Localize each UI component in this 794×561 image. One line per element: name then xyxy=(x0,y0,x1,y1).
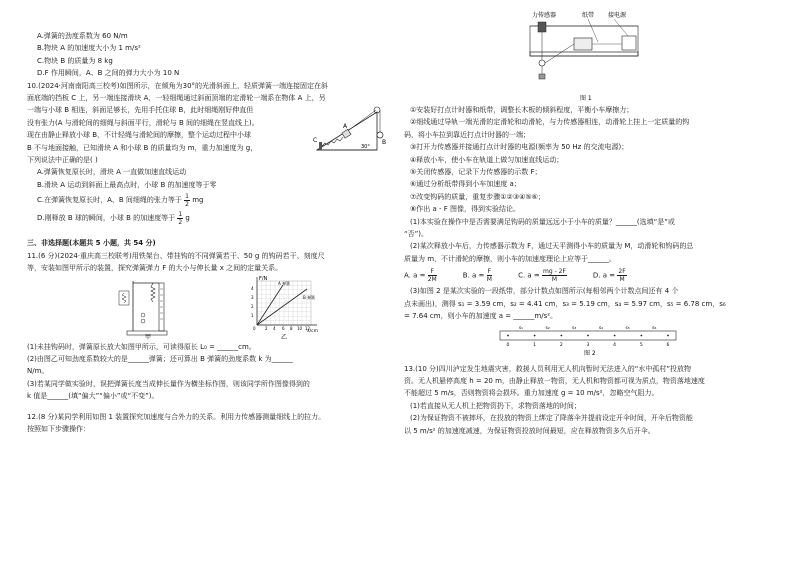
x-tick: 12 xyxy=(305,325,311,331)
fraction-num: 1 xyxy=(178,210,183,218)
tape-point xyxy=(560,334,562,336)
x-tick: 6 xyxy=(282,325,285,331)
fraction-den: 2M xyxy=(427,275,437,283)
tape-point xyxy=(640,334,642,336)
interval-label: s₁ xyxy=(518,325,523,331)
q10-line: 一端与小球 B 相连，斜面足够长，先用手托住球 B，此时细绳刚好伸直但 xyxy=(27,106,254,115)
q10-option-a: A.弹簧恢复原长时，滑块 A 一直做加速直线运动 xyxy=(37,168,187,177)
interval-label: s₄ xyxy=(598,325,603,331)
tape-point xyxy=(507,334,509,336)
q10-line: 没有张力(A 与滑轮间的细绳与斜面平行，滑轮与 B 间的细绳在竖直线上)。 xyxy=(27,118,259,127)
step: ⑥通过分析纸带得到小车加速度 a； xyxy=(410,180,521,189)
fraction-den: 2 xyxy=(185,200,189,208)
option-label: A. a = xyxy=(404,271,426,280)
option-b xyxy=(463,268,492,283)
track xyxy=(530,52,638,56)
x-tick: 10 xyxy=(297,325,303,331)
fraction-den: 2 xyxy=(178,218,183,226)
y-axis-label: F/N xyxy=(259,275,268,282)
tape-point-label: 4 xyxy=(613,342,617,348)
step: ③打开力传感器并接通打点计时器的电源(频率为 50 Hz 的交流电源)； xyxy=(410,143,629,152)
x-tick: 4 xyxy=(273,325,276,331)
fraction-num: F xyxy=(487,267,492,275)
stopper-c xyxy=(319,142,322,150)
line-b xyxy=(257,289,307,325)
option-label: B. a = xyxy=(462,271,485,280)
force-extension-graph xyxy=(245,275,327,341)
q12-intro: 12.(8 分)某同学利用如图 1 装置探究加速度与合外力的关系。利用力传感器测量细线上的拉力。 xyxy=(27,412,326,421)
pulley-icon xyxy=(539,60,545,66)
step: ⑧作出 a - F 图像，得到实验结论。 xyxy=(410,205,521,214)
q10-option-c-unit: mg xyxy=(192,196,204,205)
q11-line: 11.(6 分)(2024·重庆高三校联考)用铁架台、带挂钩的不同弹簧若干、50 g 的钩码若干、刻度尺 xyxy=(27,251,325,260)
q11-line: 等，安装如图甲所示的装置，探究弹簧弹力 F 的大小与伸长量 x 之间的定量关系。 xyxy=(27,264,283,273)
y-tick: 1 xyxy=(251,312,254,318)
label-jia: 甲 xyxy=(145,333,152,341)
q10-option-d xyxy=(27,209,384,227)
option-label: C. a = xyxy=(518,271,540,280)
figure-1-caption: 图 1 xyxy=(580,95,592,102)
apparatus-figure-1 xyxy=(404,8,764,104)
angle-label: 30° xyxy=(361,143,370,150)
step: ⑤关闭传感器，记录下力传感器的示数 F； xyxy=(410,168,542,177)
q13-line: 不能超过 5 m/s，否则物资将会损坏。重力加速度 g = 10 m/s²，忽略空气阻力。 xyxy=(404,389,659,398)
label-b: B xyxy=(382,138,387,146)
tape-point xyxy=(614,334,616,336)
right-column xyxy=(404,8,764,437)
q11-part-3: (3)若某同学做实验时，误把弹簧长度当成伸长量作为横坐标作图，则该同学所作图像得到的 xyxy=(27,379,310,388)
fraction-den: M xyxy=(619,275,625,283)
paper-tape-figure-2 xyxy=(404,323,764,357)
fraction-num: mg - 2F xyxy=(543,267,566,275)
x-axis-label: x/cm xyxy=(307,328,319,334)
option-c xyxy=(518,268,567,283)
q12-part-3-cont: 点未画出)，测得 s₁ = 3.59 cm，s₂ = 4.41 cm，s₃ = 5.19 cm，s₄ = 5.97 cm，s₅ = 6.78 cm，s₆ xyxy=(404,299,726,308)
interval-label: s₅ xyxy=(625,325,630,331)
y-tick: 4 xyxy=(251,285,254,291)
q9-option-d: D.F 作用瞬间，A、B 之间的弹力大小为 10 N xyxy=(37,69,180,78)
q10-option-d-text: D.刚释放 B 球的瞬间，小球 B 的加速度等于 xyxy=(37,214,176,223)
y-tick: 2 xyxy=(251,303,254,309)
q13-line: 资。无人机悬停高度 h = 20 m，由静止释放一物资，无人机和物资都可视为质点，物资落地速度 xyxy=(404,376,705,385)
q12-part-1: (1)本实验在操作中是否需要满足钩码的质量远远小于小车的质量？______(选填“是”或 xyxy=(410,217,675,226)
tape-point-label: 1 xyxy=(533,342,537,348)
q11-part-2: (2)由图乙可知劲度系数较大的是______弹簧；还可算出 B 弹簧的劲度系数 k 为______ xyxy=(27,354,293,363)
q10-option-d-unit: g xyxy=(185,214,190,223)
q12-intro-cont: 按照如下步骤操作： xyxy=(27,424,90,433)
fraction xyxy=(617,268,626,283)
q11-part-2-cont: N/m。 xyxy=(27,367,49,376)
label-c: C xyxy=(313,136,318,144)
figure-2-caption: 图 2 xyxy=(584,349,596,357)
ball-b xyxy=(377,132,383,138)
line-a-label: A 弹簧 xyxy=(278,280,291,286)
step-cont: 码，将小车拉到靠近打点计时器的一端； xyxy=(404,130,530,139)
fraction xyxy=(177,211,183,226)
label-sensor: 力传感器 xyxy=(532,12,557,19)
q10-line: 10.(2024·河南南阳高三校考)如图所示，在倾角为30°的光滑斜面上，轻质弹簧一端连接固定在斜 xyxy=(27,81,329,90)
x-tick: 2 xyxy=(265,325,268,331)
tape-point xyxy=(534,334,536,336)
spring xyxy=(151,283,155,302)
sensor-icon xyxy=(538,22,546,32)
q12-part-3: (3)如图 2 是某次实验的一段纸带，部分计数点如图所示(每相邻两个计数点间还有 4 个 xyxy=(410,287,679,296)
q11-part-3-cont: k 值是______(填“偏大”“偏小”或“不变”)。 xyxy=(27,392,159,401)
q12-options xyxy=(404,265,764,285)
q10-line: 现在由静止释放小球 B，不计轻绳与滑轮间的摩擦，整个运动过程中小球 xyxy=(27,131,252,140)
q12-part-3-cont: = 7.64 cm，则小车的加速度 a = ______m/s²。 xyxy=(404,312,558,321)
q10-line: B 不与地面接触，已知滑块 A 和小球 B 的质量均为 m，重力加速度为 g， xyxy=(27,143,258,152)
q10-option-b: B.滑块 A 运动到斜面上最高点时，小球 B 的加速度等于零 xyxy=(37,180,217,189)
tape-point-label: 2 xyxy=(559,342,563,348)
grid xyxy=(257,281,311,325)
q9-option-b: B.物块 A 的加速度大小为 1 m/s² xyxy=(37,44,141,53)
spring-stand-figure xyxy=(119,275,199,339)
q11-part-1: (1)未挂钩码时，弹簧原长放大如图甲所示，可读得原长 L₀ = ______cm。 xyxy=(27,342,256,351)
incline-figure xyxy=(313,98,385,156)
tape-point xyxy=(667,334,669,336)
q13-part-1: (1)若直接从无人机上把物资扔下，求物资落地的时间； xyxy=(410,401,581,410)
block-a xyxy=(342,129,351,138)
q13-part-2: (2)为保证物资不被摔坏，在投放的物资上绑定了降落伞并提前设定开伞时间，开伞后物资能 xyxy=(410,414,693,423)
question-10 xyxy=(27,80,387,167)
fraction xyxy=(184,193,190,208)
tape-point-label: 3 xyxy=(586,342,590,348)
q9-option-c: C.物块 B 的质量为 8 kg xyxy=(37,56,113,65)
tape-point-label: 5 xyxy=(639,342,643,348)
option-a xyxy=(404,268,437,283)
label-tape: 纸带 xyxy=(582,12,595,19)
tape-point-label: 6 xyxy=(666,342,670,348)
label-timer: 接电源 xyxy=(608,12,627,19)
q12-part-2-cont: 质量为 m，不计滑轮的摩擦，则小车的加速度理论上应等于______。 xyxy=(404,254,617,263)
line-a xyxy=(257,285,283,325)
fraction xyxy=(542,268,567,283)
fraction-den: M xyxy=(551,275,558,283)
cart xyxy=(574,38,592,50)
y-tick: 0 xyxy=(253,325,256,331)
step: ②细线通过导轨一端光滑的定滑轮和动滑轮，与力传感器相连，动滑轮上挂上一定质量的钩 xyxy=(410,118,690,127)
q10-line: 面底端的挡板 C 上，另一端连接滑块 A，一轻细绳通过斜面顶端的定滑轮一端系在物体 A 上，另 xyxy=(27,94,326,103)
q12-part-1-cont: “否”)。 xyxy=(404,230,428,239)
x-tick: 8 xyxy=(290,325,293,331)
weight-icon xyxy=(539,74,545,79)
timer-icon xyxy=(622,36,636,50)
q9-option-a: A.弹簧的劲度系数为 60 N/m xyxy=(37,32,128,40)
tape-point xyxy=(587,334,589,336)
step: ①安装好打点计时器和纸带，调整长木板的倾斜程度，平衡小车摩擦力； xyxy=(410,106,634,114)
step: ⑦改变钩码的质量，重复步骤①②③④⑤⑥； xyxy=(410,192,545,201)
q10-option-c xyxy=(27,191,384,209)
y-tick: 3 xyxy=(251,294,254,300)
fraction-den: M xyxy=(486,275,492,283)
left-column xyxy=(27,30,387,435)
step: ④释放小车，使小车在轨道上做匀加速直线运动； xyxy=(410,155,564,164)
tape-point-label: 0 xyxy=(506,342,510,348)
fraction-num: 1 xyxy=(185,192,189,200)
option-label: D. a = xyxy=(592,271,616,280)
interval-label: s₂ xyxy=(545,325,550,331)
label-yi: 乙 xyxy=(281,333,288,341)
q12-part-2: (2)某次释放小车后，力传感器示数为 F，通过天平测得小车的质量为 M，动滑轮和钩码的总 xyxy=(410,242,694,251)
fraction-num: 2F xyxy=(618,267,626,275)
line-b-label: B 弹簧 xyxy=(303,294,316,300)
q13-part-2-cont: 以 5 m/s² 的加速度减速，为保证物资投放时间最短，应在释放物资多久后开伞。 xyxy=(404,426,655,435)
q13-line: 13.(10 分)四川泸定发生地震灾害，救援人员利用无人机向暂时无法进入的“水中孤村”投放物 xyxy=(404,364,691,373)
q11-figures xyxy=(27,275,384,341)
fraction xyxy=(487,268,492,283)
interval-label: s₆ xyxy=(652,325,657,331)
q10-option-c-text: C.在弹簧恢复原长时，A、B 间细绳的张力等于 xyxy=(37,196,182,205)
section-heading: 三、非选择题(本题共 5 小题，共 54 分) xyxy=(27,239,156,248)
label-a: A xyxy=(343,122,348,130)
q10-line: 下列说法中正确的是( ) xyxy=(27,156,98,165)
option-d xyxy=(593,268,627,283)
fraction xyxy=(428,268,437,283)
interval-label: s₃ xyxy=(572,325,577,331)
fraction-num: F xyxy=(428,268,437,276)
